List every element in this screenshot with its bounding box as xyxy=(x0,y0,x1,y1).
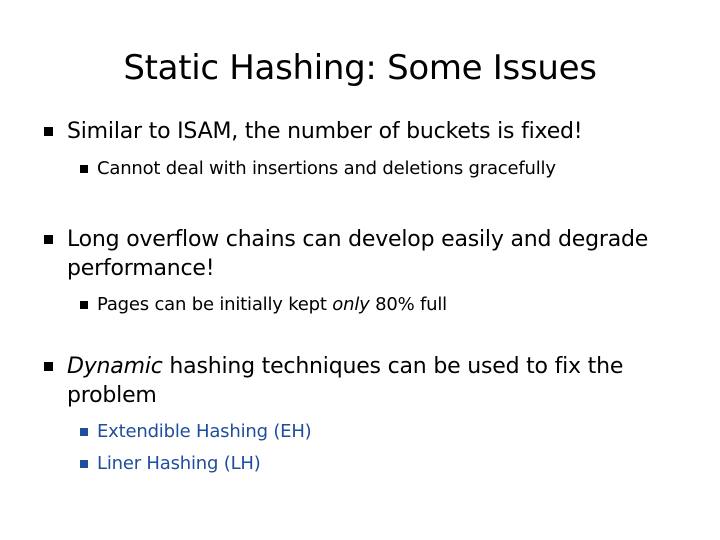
square-bullet-icon xyxy=(80,301,88,309)
square-bullet-icon xyxy=(44,127,53,136)
bullet-1 xyxy=(44,117,684,146)
bullet-2-sub-1 xyxy=(80,293,680,317)
bullet-2-sub-1-before: Pages can be initially kept xyxy=(97,294,333,315)
bullet-1-text: Similar to ISAM, the number of buckets is fixed! xyxy=(67,119,583,144)
bullet-3-emphasis: Dynamic xyxy=(67,354,163,379)
square-bullet-icon xyxy=(80,165,88,173)
bullet-3-sub-2-text: Liner Hashing (LH) xyxy=(97,453,261,474)
bullet-2-sub-1-emphasis: only xyxy=(332,294,370,315)
square-bullet-icon xyxy=(44,362,53,371)
bullet-3-text xyxy=(67,352,684,410)
bullet-2-sub-1-text xyxy=(97,293,447,317)
bullet-2 xyxy=(44,225,684,283)
square-bullet-icon xyxy=(44,235,53,244)
bullet-3-sub-1 xyxy=(80,420,680,444)
bullet-1-sub-1-text: Cannot deal with insertions and deletions gracefully xyxy=(97,158,556,179)
square-bullet-icon xyxy=(80,428,88,436)
slide-title: Static Hashing: Some Issues xyxy=(123,48,597,88)
bullet-1-sub-1 xyxy=(80,157,680,181)
bullet-2-text: Long overflow chains can develop easily and degrade performance! xyxy=(67,227,649,281)
bullet-3-rest: hashing techniques can be used to fix the problem xyxy=(67,354,624,408)
bullet-3-sub-2 xyxy=(80,452,680,476)
bullet-2-sub-1-after: 80% full xyxy=(369,294,447,315)
bullet-3 xyxy=(44,352,684,410)
square-bullet-icon xyxy=(80,460,88,468)
bullet-3-sub-1-text: Extendible Hashing (EH) xyxy=(97,421,312,442)
